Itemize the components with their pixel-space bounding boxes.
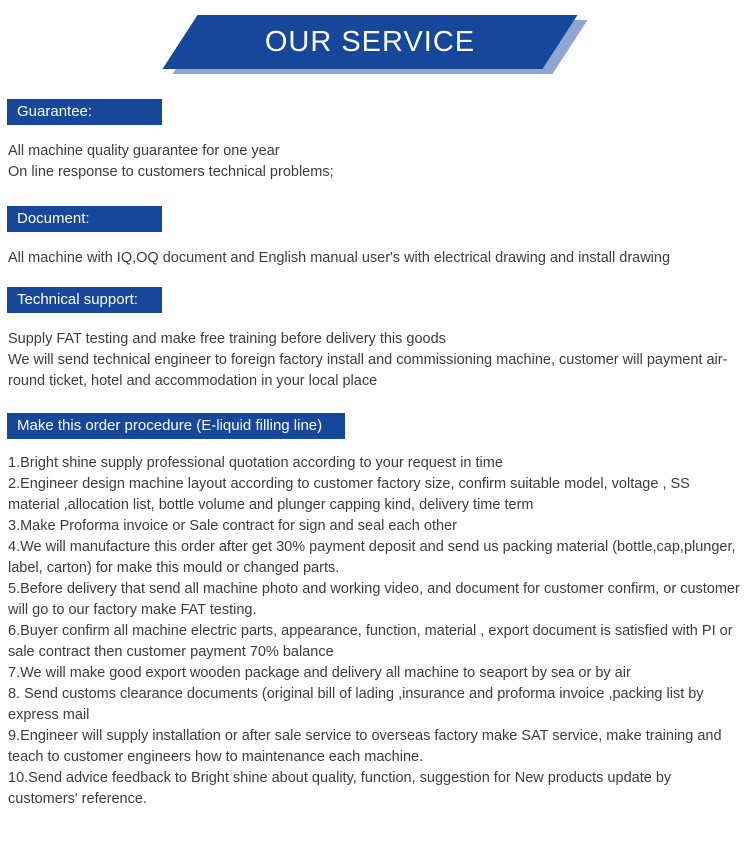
technical-support-line: We will send technical engineer to foreign factory install and commissioning machine, customer will payment air-round ticket, hotel and accommodation in your local place [8,352,728,389]
procedure-step-8: 8. Send customs clearance documents (original bill of lading ,insurance and proforma invoice ,packing list by express mail [8,686,704,723]
procedure-step-3: 3.Make Proforma invoice or Sale contract for sign and seal each other [8,518,457,534]
section-label-guarantee: Guarantee: [7,99,162,125]
document-line: All machine with IQ,OQ document and English manual user's with electrical drawing and install drawing [8,250,671,266]
technical-support-line: Supply FAT testing and make free training before delivery this goods [8,331,446,347]
procedure-step-4: 4.We will manufacture this order after get 30% payment deposit and send us packing material (bottle,cap,plunger, label, carton) for make this mould or changed parts. [8,539,736,576]
technical-support-text [0,329,750,392]
section-label-technical-support: Technical support: [7,287,162,313]
procedure-step-2: 2.Engineer design machine layout according to customer factory size, confirm suitable model, voltage , SS material ,allocation list, bottle volume and plunger capping kind, delivery time term [8,476,690,513]
page-title: OUR SERVICE [264,26,476,58]
procedure-step-10: 10.Send advice feedback to Bright shine about quality, function, suggestion for New products update by customers' reference. [8,770,672,807]
our-service-banner [0,0,750,95]
order-procedure-list [0,453,750,810]
section-label-order-procedure: Make this order procedure (E-liquid filling line) [7,413,345,439]
procedure-step-5: 5.Before delivery that send all machine photo and working video, and document for customer confirm, or customer will go to our factory make FAT testing. [8,581,740,618]
guarantee-line: All machine quality guarantee for one year [8,143,280,159]
section-label-document: Document: [7,206,162,232]
procedure-step-7: 7.We will make good export wooden package and delivery all machine to seaport by sea or by air [8,665,631,681]
guarantee-text [0,141,750,183]
procedure-step-6: 6.Buyer confirm all machine electric parts, appearance, function, material , export document is satisfied with PI or sale contract then customer payment 70% balance [8,623,733,660]
guarantee-line: On line response to customers technical problems; [8,164,334,180]
document-text [0,248,750,269]
procedure-step-9: 9.Engineer will supply installation or after sale service to overseas factory make SAT service, make training and teach to customer engineers how to maintenance each machine. [8,728,722,765]
procedure-step-1: 1.Bright shine supply professional quotation according to your request in time [8,455,503,471]
